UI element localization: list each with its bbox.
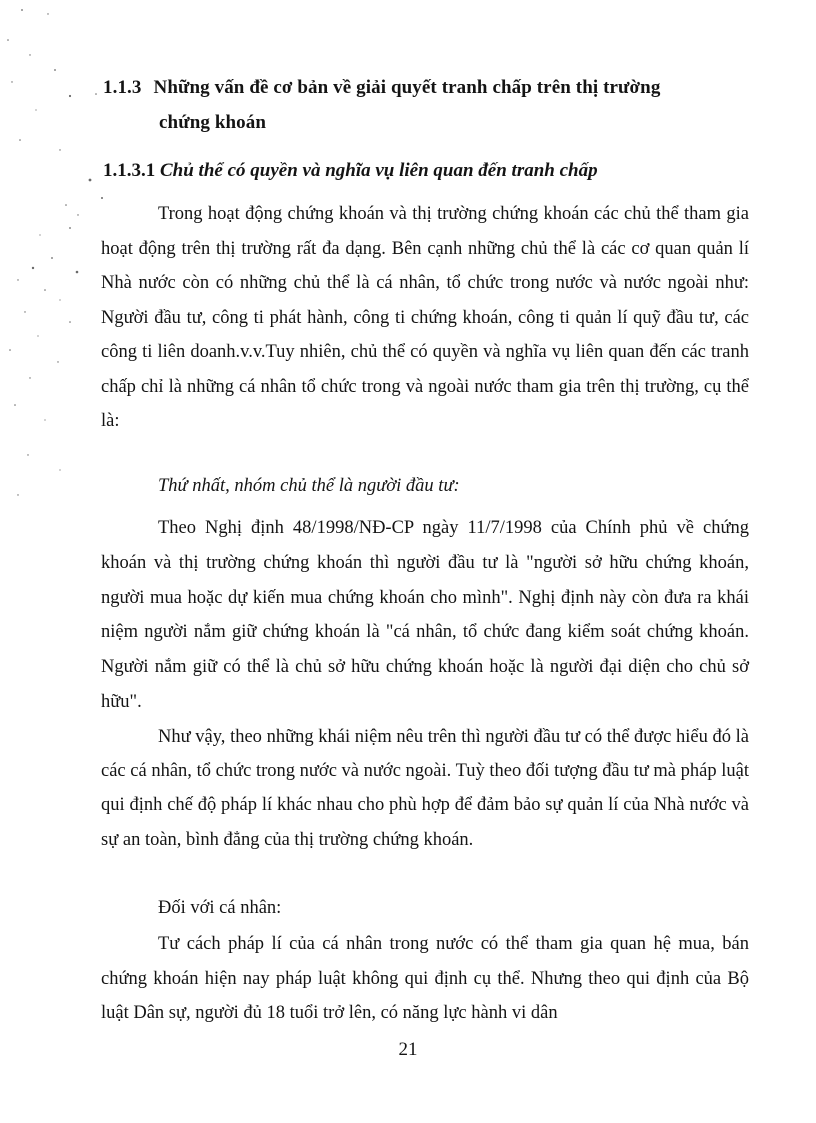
paragraph-decree-definition: Theo Nghị định 48/1998/NĐ-CP ngày 11/7/1998 của Chính phủ về chứng khoán và thị trường chứng khoán thì người đầu tư là "người sở hữu chứng khoán, người mua hoặc dự kiến mua chứng khoán cho mình". Nghị định này còn đưa ra khái niệm người nắm giữ chứng khoán là "cá nhân, tổ chức đang kiểm soát chứng khoán. Người nắm giữ có thể là chủ sở hữu chứng khoán hoặc là người đại diện cho chủ sở hữu". [101, 518, 749, 712]
subsection-title: Chủ thể có quyền và nghĩa vụ liên quan đến tranh chấp [160, 160, 598, 181]
paragraph-individuals-heading: Đối với cá nhân: [158, 898, 282, 918]
paragraph-subjects-overview: Trong hoạt động chứng khoán và thị trường chứng khoán các chủ thể tham gia hoạt động trên thị trường rất đa dạng. Bên cạnh những chủ thể là các cơ quan quản lí Nhà nước còn có những chủ thể là cá nhân, tổ chức trong nước và nước ngoài như: Người đầu tư, công ti phát hành, công ti chứng khoán, công ti quản lí quỹ đầu tư, các công ti liên doanh.v.v.Tuy nhiên, chủ thể có quyền và nghĩa vụ liên quan đến các tranh chấp chỉ là những cá nhân tổ chức trong và ngoài nước tham gia trên thị trường, cụ thể là: [101, 204, 749, 431]
subsection-number: 1.1.3.1 [103, 160, 156, 181]
paragraph-individual-legal-status: Tư cách pháp lí của cá nhân trong nước có thể tham gia quan hệ mua, bán chứng khoán hiện nay pháp luật không qui định cụ thể. Nhưng theo qui định của Bộ luật Dân sự, người đủ 18 tuổi trở lên, có năng lực hành vi dân [101, 934, 749, 1023]
section-number: 1.1.3 [103, 77, 142, 98]
paragraph-investor-understanding: Như vậy, theo những khái niệm nêu trên thì người đầu tư có thể được hiểu đó là các cá nhân, tổ chức trong nước và nước ngoài. Tuỳ theo đối tượng đầu tư mà pháp luật qui định chế độ pháp lí khác nhau cho phù hợp để đảm bảo sự quản lí của Nhà nước và sự an toàn, bình đẳng của thị trường chứng khoán. [101, 727, 749, 850]
section-title-line1: Những vấn đề cơ bản về giải quyết tranh chấp trên thị trường [153, 77, 661, 98]
page-number: 21 [398, 1039, 418, 1060]
section-heading-1-1-3 [103, 70, 763, 140]
paragraph-investor-group-heading: Thứ nhất, nhóm chủ thể là người đầu tư: [158, 476, 460, 496]
section-title-line2: chứng khoán [159, 112, 267, 133]
subsection-heading-1-1-3-1 [103, 156, 763, 186]
